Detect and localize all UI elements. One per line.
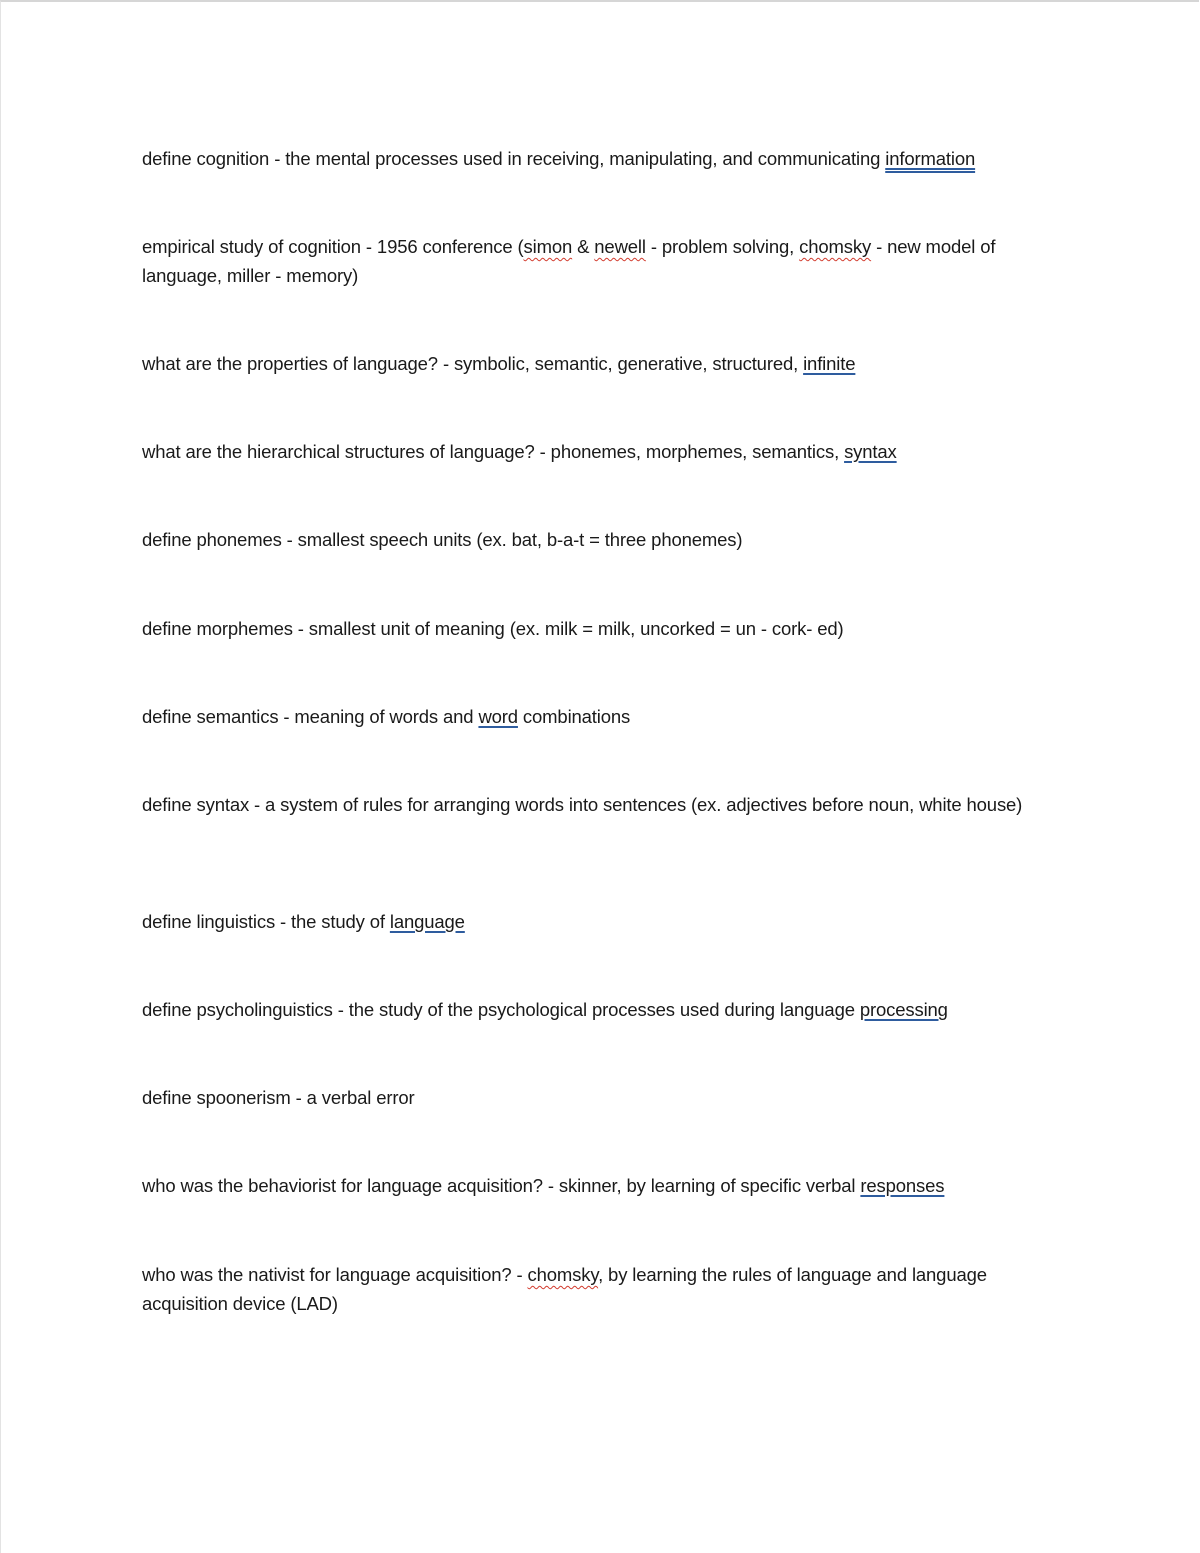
hyperlink[interactable]: word: [478, 706, 518, 727]
misspelled-word[interactable]: newell: [594, 236, 646, 257]
entry-text: combinations: [517, 706, 631, 727]
flashcard-entry: [142, 791, 1067, 820]
flashcard-entry: [142, 145, 1067, 174]
hyperlink[interactable]: syntax: [844, 441, 897, 462]
misspelled-word[interactable]: chomsky: [799, 236, 872, 257]
flashcard-entry: [142, 1084, 1067, 1113]
misspelled-word[interactable]: simon: [523, 236, 573, 257]
entry-text: what are the hierarchical structures of language? - phonemes, morphemes, semantics,: [142, 441, 845, 462]
flashcard-entry: [142, 1172, 1067, 1201]
flashcard-entry: [142, 350, 1067, 379]
flashcard-entry: [142, 996, 1067, 1025]
entry-text: - new model of language, miller - memory): [142, 236, 996, 286]
hyperlink[interactable]: language: [389, 911, 465, 932]
entry-text: define phonemes - smallest speech units (ex. bat, b-a-t = three phonemes): [142, 529, 743, 550]
flashcard-entry: [142, 233, 1067, 290]
hyperlink[interactable]: information: [885, 148, 976, 169]
entry-text: define spoonerism - a verbal error: [142, 1087, 415, 1108]
flashcard-entry: [142, 703, 1067, 732]
entry-text: who was the nativist for language acquisition? -: [142, 1264, 528, 1285]
hyperlink[interactable]: responses: [860, 1175, 945, 1196]
flashcard-entry: [142, 615, 1067, 644]
flashcard-entry: [142, 908, 1067, 937]
entry-text: define semantics - meaning of words and: [142, 706, 479, 727]
flashcard-entry: [142, 438, 1067, 467]
entry-text: define psycholinguistics - the study of the psychological processes used during language: [142, 999, 860, 1020]
hyperlink[interactable]: processing: [859, 999, 948, 1020]
entry-text: define cognition - the mental processes used in receiving, manipulating, and communicating: [142, 148, 886, 169]
hyperlink[interactable]: infinite: [803, 353, 856, 374]
flashcard-entry: [142, 1261, 1067, 1318]
entry-text: - problem solving,: [645, 236, 800, 257]
entry-text: empirical study of cognition - 1956 conference (: [142, 236, 524, 257]
entry-text: define morphemes - smallest unit of meaning (ex. milk = milk, uncorked = un - cork- ed): [142, 618, 844, 639]
entry-text: , by learning the rules of language and language acquisition device (LAD): [142, 1264, 987, 1314]
entry-text: define syntax - a system of rules for arranging words into sentences (ex. adjectives before noun, white house): [142, 794, 1023, 815]
flashcard-entry: [142, 526, 1067, 555]
entry-text: &: [572, 236, 595, 257]
misspelled-word[interactable]: chomsky: [527, 1264, 599, 1285]
entry-text: what are the properties of language? - symbolic, semantic, generative, structured,: [142, 353, 804, 374]
entry-text: who was the behaviorist for language acquisition? - skinner, by learning of specific verbal: [142, 1175, 861, 1196]
entry-text: define linguistics - the study of: [142, 911, 390, 932]
